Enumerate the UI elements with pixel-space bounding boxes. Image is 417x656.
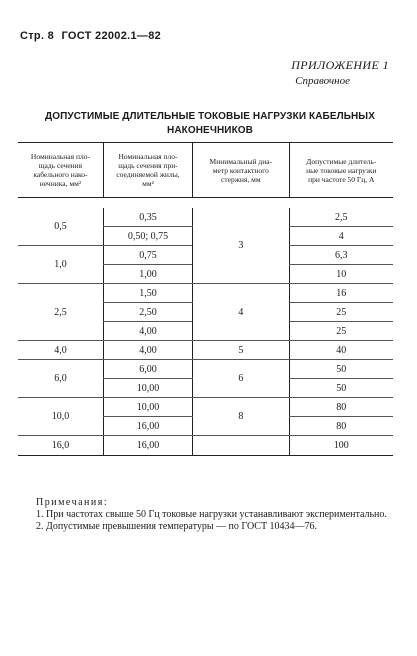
load-cell: 16 xyxy=(289,284,393,303)
lug-section-cell: 16,0 xyxy=(18,436,103,456)
core-section-cell: 10,00 xyxy=(103,379,192,398)
document-title-line: НАКОНЕЧНИКОВ xyxy=(167,125,253,136)
lug-section-cell: 0,5 xyxy=(18,208,103,246)
load-cell: 50 xyxy=(289,379,393,398)
load-cell: 80 xyxy=(289,398,393,417)
core-section-cell: 1,50 xyxy=(103,284,192,303)
table-row xyxy=(18,341,393,360)
core-section-cell: 0,50; 0,75 xyxy=(103,227,192,246)
rod-diameter-cell: 6 xyxy=(193,360,289,398)
header-rod-diameter: Минимальный диа- метр контактного стержня, мм xyxy=(193,143,289,198)
standard-code: ГОСТ 22002.1—82 xyxy=(61,30,162,42)
core-section-cell: 16,00 xyxy=(103,436,192,456)
table-row xyxy=(18,436,393,456)
notes-title: Примечания: xyxy=(36,497,109,508)
rod-diameter-cell xyxy=(193,436,289,456)
lug-section-cell: 4,0 xyxy=(18,341,103,360)
core-section-cell: 10,00 xyxy=(103,398,192,417)
document-title-line: ДОПУСТИМЫЕ ДЛИТЕЛЬНЫЕ ТОКОВЫЕ НАГРУЗКИ КАБЕЛЬНЫХ xyxy=(45,111,375,122)
load-cell: 6,3 xyxy=(289,246,393,265)
lug-section-cell: 2,5 xyxy=(18,284,103,341)
page-number: Стр. 8 xyxy=(20,30,55,42)
load-cell: 2,5 xyxy=(289,208,393,227)
table-row xyxy=(18,398,393,417)
table-header-row xyxy=(18,143,393,198)
document-title xyxy=(40,110,380,138)
core-section-cell: 0,35 xyxy=(103,208,192,227)
rod-diameter-cell: 3 xyxy=(193,208,289,284)
appendix-subtitle: Справочное xyxy=(295,75,350,87)
rod-diameter-cell: 4 xyxy=(193,284,289,341)
core-section-cell: 6,00 xyxy=(103,360,192,379)
appendix-label xyxy=(291,58,389,87)
table-row xyxy=(18,284,393,303)
load-cell: 100 xyxy=(289,436,393,456)
current-load-table xyxy=(18,142,393,456)
note-item: 2. Допустимые превышения температуры — по ГОСТ 10434—76. xyxy=(36,521,318,532)
lug-section-cell: 6,0 xyxy=(18,360,103,398)
core-section-cell: 1,00 xyxy=(103,265,192,284)
load-cell: 50 xyxy=(289,360,393,379)
appendix-title: ПРИЛОЖЕНИЕ 1 xyxy=(291,58,389,72)
rod-diameter-cell: 8 xyxy=(193,398,289,436)
core-section-cell: 4,00 xyxy=(103,341,192,360)
load-cell: 4 xyxy=(289,227,393,246)
table-row xyxy=(18,360,393,379)
load-cell: 25 xyxy=(289,303,393,322)
core-section-cell: 4,00 xyxy=(103,322,192,341)
core-section-cell: 2,50 xyxy=(103,303,192,322)
load-cell: 80 xyxy=(289,417,393,436)
note-item: 1. При частотах свыше 50 Гц токовые нагрузки устанавливают экспериментально. xyxy=(36,509,387,520)
page-header xyxy=(20,30,165,42)
header-lug-section: Номинальная пло- щадь сечения кабельного нако- нечника, мм² xyxy=(18,143,103,198)
load-cell: 25 xyxy=(289,322,393,341)
core-section-cell: 16,00 xyxy=(103,417,192,436)
lug-section-cell: 10,0 xyxy=(18,398,103,436)
table-row xyxy=(18,208,393,227)
header-allowed-load: Допустимые длитель- ные токовые нагрузки при частоте 50 Гц, А xyxy=(289,143,393,198)
notes xyxy=(24,497,388,533)
lug-section-cell: 1,0 xyxy=(18,246,103,284)
core-section-cell: 0,75 xyxy=(103,246,192,265)
load-cell: 10 xyxy=(289,265,393,284)
load-cell: 40 xyxy=(289,341,393,360)
rod-diameter-cell: 5 xyxy=(193,341,289,360)
header-core-section: Номинальная пло- щадь сечения при- соединяемой жилы, мм² xyxy=(103,143,192,198)
